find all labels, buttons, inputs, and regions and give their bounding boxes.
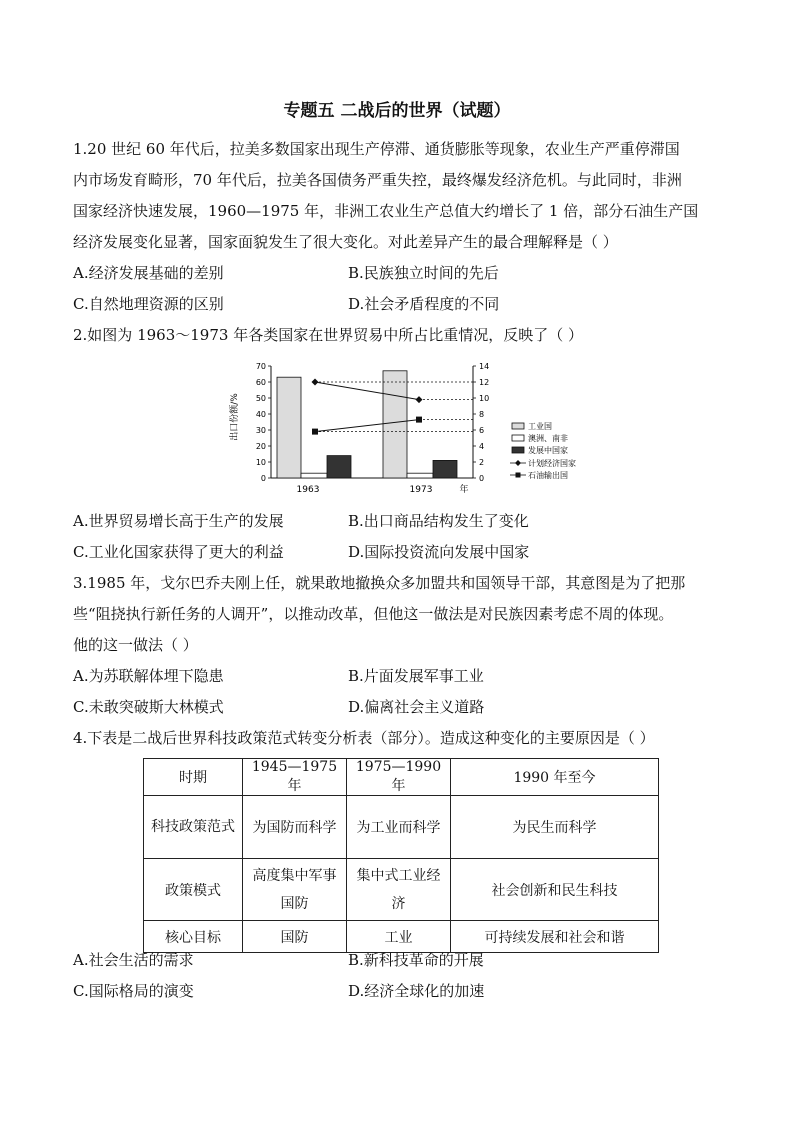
table-header-cell: 1945—1975 年 [243,759,347,796]
right-tick-label: 4 [479,442,485,451]
q2-stem: 2.如图为 1963～1973 年各类国家在世界贸易中所占比重情况，反映了（ ） [73,326,583,344]
q4-option-b[interactable]: B.新科技革命的开展 [348,951,484,969]
bar-industrial-1963 [277,377,301,478]
bar-developing-1963 [327,456,351,478]
q2-option-a[interactable]: A.世界贸易增长高于生产的发展 [73,512,284,530]
q4-option-a[interactable]: A.社会生活的需求 [73,951,194,969]
table-row [144,921,659,953]
table-cell: 高度集中军事国防 [243,859,347,921]
right-tick-label: 8 [479,410,485,419]
x-axis-label: 年 [459,485,469,495]
q1-option-a[interactable]: A.经济发展基础的差别 [73,264,224,282]
table-cell: 工业 [347,921,451,953]
bar-industrial-1973 [383,371,407,478]
q4-stem: 4.下表是二战后世界科技政策范式转变分析表（部分）。造成这种变化的主要原因是（ ） [73,729,655,747]
point-planned-1963 [312,379,319,386]
q4-option-d[interactable]: D.经济全球化的加速 [348,982,485,1000]
chart-legend [510,421,576,480]
right-tick-label: 10 [479,394,490,403]
right-tick-label: 12 [479,378,490,387]
q1-line-3: 国家经济快速发展，1960—1975 年，非洲工农业生产总值大约增长了 1 倍，部分石油生产国 [73,202,699,220]
q3-line-3: 他的这一做法（ ） [73,636,198,654]
table-cell: 科技政策范式 [144,796,243,859]
left-tick-label: 30 [255,426,266,435]
table-header-cell: 1975—1990 年 [347,759,451,796]
q2-option-b[interactable]: B.出口商品结构发生了变化 [348,512,529,530]
legend-swatch-australia [512,435,524,441]
right-tick-label: 2 [479,458,485,467]
q1-option-c[interactable]: C.自然地理资源的区别 [73,295,224,313]
table-header-cell: 1990 年至今 [451,759,659,796]
policy-table [143,758,659,953]
left-tick-label: 70 [255,362,266,371]
point-oil-1963 [312,429,318,435]
right-axis-ticks [473,362,489,483]
legend-label: 发展中国家 [528,446,568,455]
left-axis-ticks [256,362,271,483]
right-tick-label: 0 [479,474,485,483]
left-tick-label: 0 [260,474,266,483]
y-axis-label: 出口份额/% [230,393,240,441]
table-header-cell: 时期 [144,759,243,796]
legend-marker-oil [516,473,521,478]
q3-option-c[interactable]: C.未敢突破斯大林模式 [73,698,224,716]
export-share-chart [225,357,585,497]
legend-label: 计划经济国家 [528,459,576,468]
point-planned-1973 [416,396,423,403]
q2-option-d[interactable]: D.国际投资流向发展中国家 [348,543,530,561]
right-tick-label: 6 [479,426,485,435]
q3-option-d[interactable]: D.偏离社会主义道路 [348,698,485,716]
legend-label: 澳洲、南非 [528,434,568,443]
table-cell: 集中式工业经济 [347,859,451,921]
table-cell: 为工业而科学 [347,796,451,859]
q4-option-c[interactable]: C.国际格局的演变 [73,982,194,1000]
q1-line-1: 1.20 世纪 60 年代后，拉美多数国家出现生产停滞、通货膨胀等现象，农业生产严重停滞国 [73,140,680,158]
table-row [144,859,659,921]
table-header-row [144,759,659,796]
left-tick-label: 60 [255,378,266,387]
legend-swatch-industrial [512,423,524,429]
table-cell: 可持续发展和社会和谐 [451,921,659,953]
left-tick-label: 10 [255,458,266,467]
q3-line-2: 些“阻挠执行新任务的人调开”，以推动改革，但他这一做法是对民族因素考虑不周的体现。 [73,605,674,623]
legend-marker-planned [515,460,521,466]
q1-line-2: 内市场发育畸形，70 年代后，拉美各国债务严重失控，最终爆发经济危机。与此同时，非洲 [73,171,682,189]
table-cell: 为国防而科学 [243,796,347,859]
table-cell: 政策模式 [144,859,243,921]
table-cell: 核心目标 [144,921,243,953]
table-cell: 为民生而科学 [451,796,659,859]
legend-label: 工业国 [528,422,552,431]
bar-australia-1963 [301,473,327,478]
q1-line-4: 经济发展变化显著，国家面貌发生了很大变化。对此差异产生的最合理解释是（ ） [73,233,618,251]
right-tick-label: 14 [479,362,490,371]
bar-developing-1973 [433,460,457,478]
legend-label: 石油输出国 [528,471,568,480]
table-row [144,796,659,859]
x-tick-label: 1963 [296,485,320,495]
q3-option-a[interactable]: A.为苏联解体埋下隐患 [73,667,224,685]
q1-option-d[interactable]: D.社会矛盾程度的不同 [348,295,500,313]
x-tick-label: 1973 [409,485,433,495]
table-cell: 国防 [243,921,347,953]
left-tick-label: 50 [255,394,266,403]
chart-bars [277,371,457,478]
q1-option-b[interactable]: B.民族独立时间的先后 [348,264,499,282]
table-cell: 社会创新和民生科技 [451,859,659,921]
page-title: 专题五 二战后的世界（试题） [283,101,511,121]
legend-swatch-developing [512,447,524,453]
q3-option-b[interactable]: B.片面发展军事工业 [348,667,484,685]
q3-line-1: 3.1985 年，戈尔巴乔夫刚上任，就果敢地撤换众多加盟共和国领导干部，其意图是为了把那 [73,574,686,592]
point-oil-1973 [416,417,422,423]
q2-option-c[interactable]: C.工业化国家获得了更大的利益 [73,543,284,561]
left-tick-label: 40 [255,410,266,419]
bar-australia-1973 [407,473,433,478]
left-tick-label: 20 [255,442,266,451]
